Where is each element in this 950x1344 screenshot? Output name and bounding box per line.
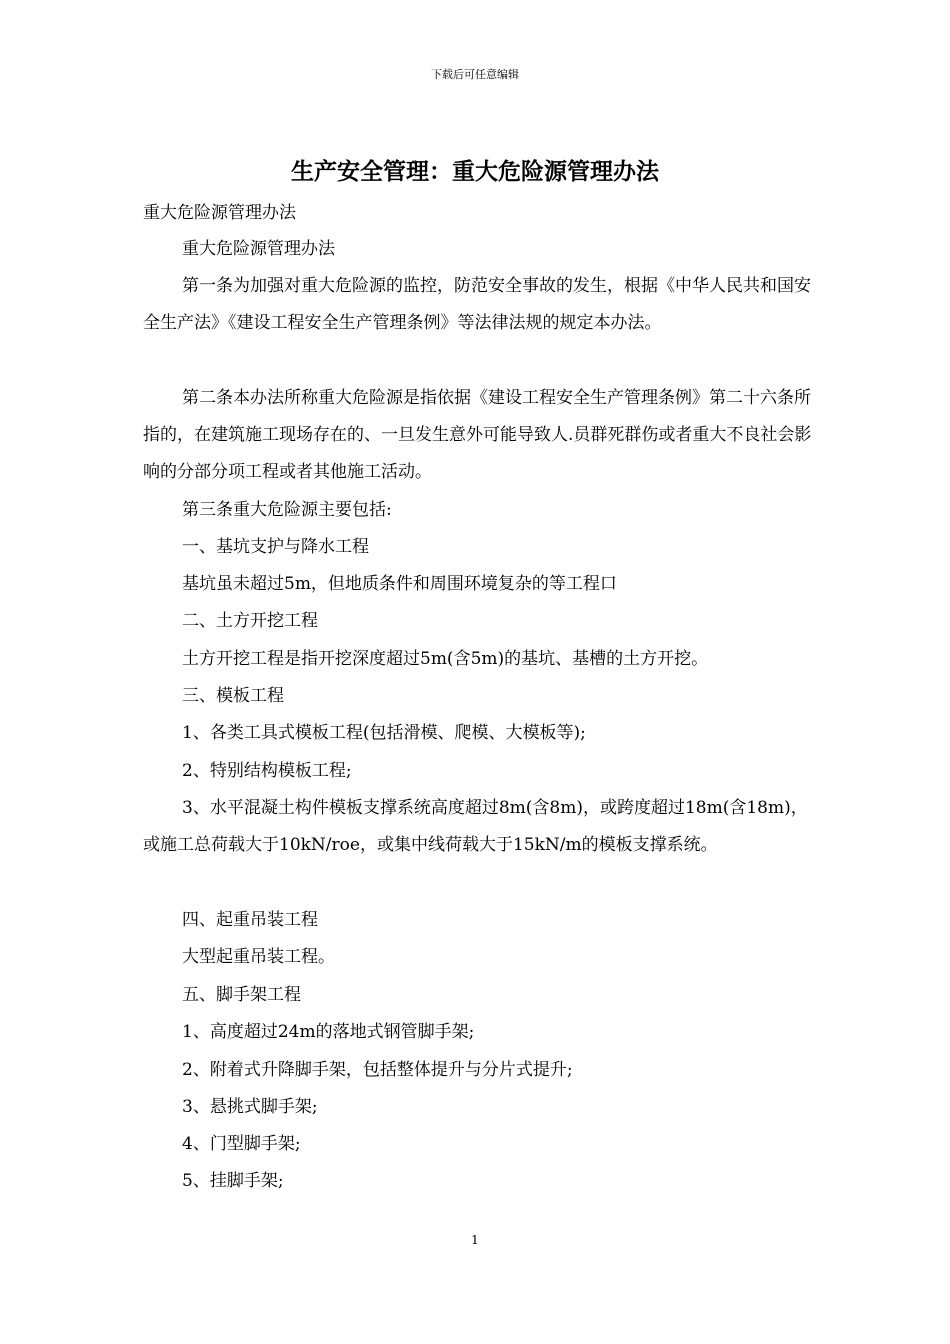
list-item: 1、高度超过24m的落地式钢管脚手架; <box>182 1022 475 1042</box>
section-heading: 五、脚手架工程 <box>182 985 301 1005</box>
list-item: 2、附着式升降脚手架，包括整体提升与分片式提升; <box>182 1060 573 1080</box>
paragraph: 大型起重吊装工程。 <box>182 947 335 967</box>
document-title: 生产安全管理：重大危险源管理办法 <box>291 159 659 185</box>
list-item: 3、水平混凝土构件模板支撑系统高度超过8m(含8m)，或跨度超过18m(含18m)，或施工总荷载大于10kN/roe，或集中线荷载大于15kN/m的模板支撑系统。 <box>143 798 808 855</box>
section-heading: 四、起重吊装工程 <box>182 910 318 930</box>
page-number: 1 <box>471 1233 479 1247</box>
list-item: 4、门型脚手架; <box>182 1134 301 1154</box>
paragraph: 第二条本办法所称重大危险源是指依据《建设工程安全生产管理条例》第二十六条所指的，在建筑施工现场存在的、一旦发生意外可能导致人.员群死群伤或者重大不良社会影响的分部分项工程或者其他施工活动。 <box>143 388 812 482</box>
list-item: 2、特别结构模板工程; <box>182 761 352 781</box>
paragraph: 重大危险源管理办法 <box>182 239 335 259</box>
paragraph: 土方开挖工程是指开挖深度超过5m(含5m)的基坑、基槽的土方开挖。 <box>182 649 709 669</box>
paragraph: 第一条为加强对重大危险源的监控，防范安全事故的发生，根据《中华人民共和国安全生产法》《建设工程安全生产管理条例》等法律法规的规定本办法。 <box>143 276 811 333</box>
section-heading: 一、基坑支护与降水工程 <box>182 537 369 557</box>
paragraph: 重大危险源管理办法 <box>143 203 296 223</box>
paragraph: 基坑虽未超过5m，但地质条件和周围环境复杂的等工程口 <box>182 574 617 594</box>
section-heading: 二、土方开挖工程 <box>182 611 318 631</box>
list-item: 3、悬挑式脚手架; <box>182 1097 318 1117</box>
section-heading: 三、模板工程 <box>182 686 284 706</box>
header-note: 下载后可任意编辑 <box>431 68 519 81</box>
list-item: 5、挂脚手架; <box>182 1171 284 1191</box>
list-item: 1、各类工具式模板工程(包括滑模、爬模、大模板等); <box>182 723 586 743</box>
paragraph: 第三条重大危险源主要包括: <box>182 500 392 520</box>
